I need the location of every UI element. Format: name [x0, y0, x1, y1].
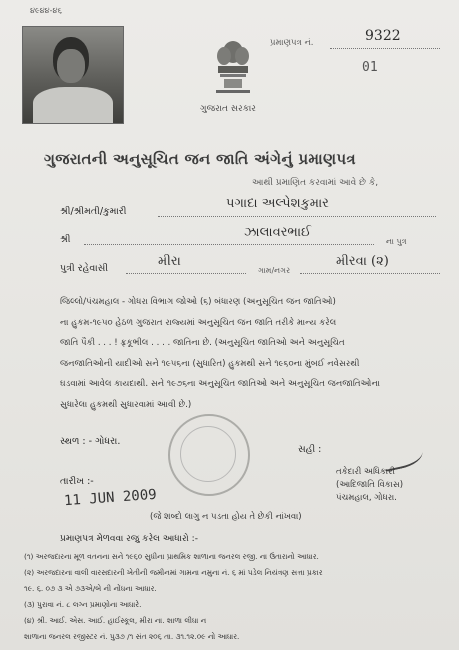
- father-label: શ્રી: [60, 234, 71, 245]
- certificate-subtitle: આથી પ્રમાણિત કરવામાં આવે છે કે,: [252, 178, 379, 188]
- sign-label: સહી :: [298, 444, 322, 455]
- doc-item: શાળાના જનરલ રજીસ્ટર નં. પુ૩૭ /૧ સંત ૨૦૬ તા. ૩૧.૧૨.૦૯ નો આધાર.: [24, 632, 240, 641]
- applicant-photo: [22, 26, 124, 124]
- father-value: ઝાલાવરભાઈ: [244, 225, 312, 240]
- date-label: તારીખ :-: [60, 476, 94, 487]
- docs-list: [24, 549, 323, 645]
- officer-line: તકેદારી અધિકારી: [336, 467, 395, 477]
- taluka-value: મીરવા (૨): [336, 254, 389, 269]
- body-line: ના હુકમ-૧૯૫૦ હેઠળ ગુજરાત રાજ્યમાં અનુસૂચિત જન જાતિ તરીકે માન્ય કરેલ: [60, 317, 337, 328]
- corner-code: ૪૯૪૪-૪૬: [30, 6, 62, 15]
- doc-item: (૨) અરજદારના વાલી વારસદારની ખેતીની જમીનમાં ગામના નમુના નં. ૬ માં પડેલ નિયંત્રણ સત્તા પ્રકાર: [24, 568, 323, 577]
- office-seal: [168, 414, 250, 496]
- strike-note: (જે શબ્દો લાગુ ન પડતા હોય તે છેકી નાંખવા): [150, 512, 302, 522]
- name-label: શ્રી/શ્રીમતી/કુમારી: [60, 206, 127, 217]
- officer-block: [336, 466, 403, 505]
- cert-no: 9322: [365, 28, 401, 44]
- resident-label: પુત્રી રહેવાસી: [60, 263, 109, 274]
- doc-item: (૩) પુરાવા નં. ૮ લગ્ન પ્રમાણોના આધારે.: [24, 600, 142, 609]
- serial-stamp: 01: [362, 60, 378, 75]
- emblem-caption: ગુજરાત સરકાર: [200, 104, 256, 114]
- officer-line: (આદિજાતિ વિકાસ): [336, 480, 404, 490]
- certificate-body: [60, 292, 380, 415]
- place-label: સ્થળ : - ગોધરા.: [60, 436, 121, 447]
- body-line: જાતિ પૈકી . . . ! ફ્રકૂભીલ . . . . જાતિના છે. (અનુસૂચિત જાતિઓ અને અનુસૂચિત: [60, 338, 345, 348]
- name-value: પગાદા અલ્પેશકુમાર: [226, 196, 329, 211]
- village-value: મીરા: [158, 254, 181, 269]
- national-emblem-icon: [210, 38, 256, 96]
- father-suffix: ના પુત્ર: [386, 237, 407, 246]
- body-line: જિલ્લો/પંચમહાલ - ગોધરા વિભાગ જોઓ (૬) બંધારણ (અનુસૂચિત જન જાતિઓ): [60, 297, 336, 307]
- doc-item: (૧) અરજદારના મૂળ વતનના સને ૧૯૬૦ સુધીના પ્રાથમિક શાળાના જનરલ રજી. ના ઉતારાનો આધાર.: [24, 552, 319, 561]
- doc-item: (૪) શ્રી. આઈ. એસ. આઈ. હાઈસ્કૂલ, મીરા ના. શાળા લીધા ન: [24, 616, 207, 625]
- cert-no-label: પ્રમાણપત્ર નં.: [270, 38, 314, 48]
- body-line: જનજાતિઓની યાદીઓ સને ૧૯૫૬ના (સુધારિત) હુકમથી સને ૧૯૬૦ના મુંબઈ નવેસરથી: [60, 358, 360, 369]
- taluka-label: ગામ/નગર: [258, 266, 291, 275]
- doc-item: ૧૯. ૬. ૦૭ ૩ એ ૭૩એ/બે ની નોંધના આધાર.: [24, 584, 157, 593]
- date-stamp: 11 JUN 2009: [63, 486, 158, 510]
- body-line: સુધારેલા હુકમથી સુધારવામાં આવી છે.): [60, 399, 192, 410]
- body-line: ઘડવામાં આવેલ કાયદાથી. સને ૧૯૭૬ના અનુસૂચિત જાતિઓ અને અનુસૂચિત જનજાતિઓના: [60, 379, 380, 389]
- docs-heading: પ્રમાણપત્ર મેળવવા રજુ કરેલ આધારો :-: [60, 534, 198, 544]
- officer-line: પંચમહાલ, ગોધરા.: [336, 493, 397, 503]
- certificate-title: ગુજરાતની અનુસૂચિત જન જાતિ અંગેનું પ્રમાણપત્ર: [44, 150, 356, 168]
